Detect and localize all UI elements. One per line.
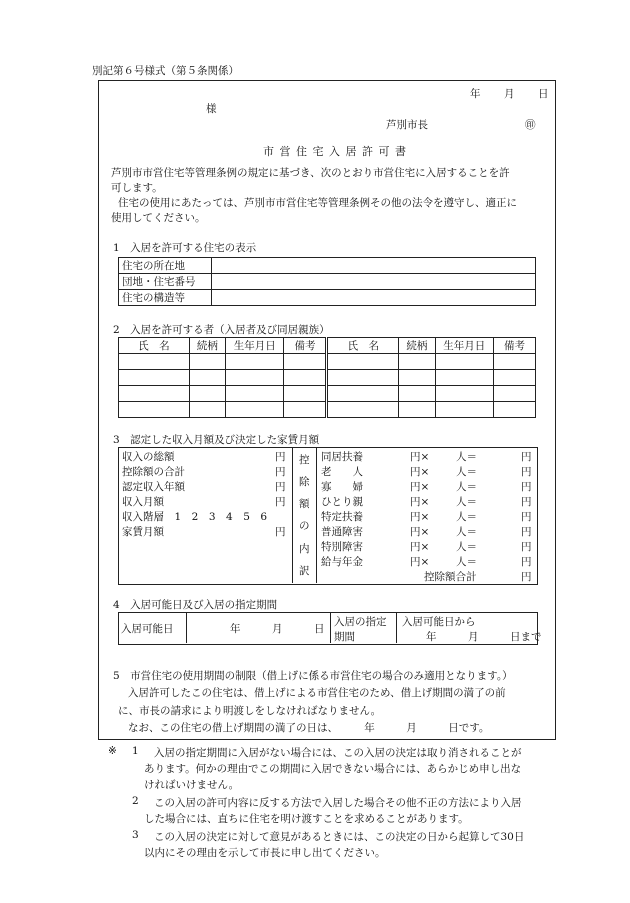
deduction-yen-times: 円× — [410, 541, 430, 553]
note-number: 3 — [132, 829, 139, 841]
deduction-yen-times: 円× — [410, 466, 430, 478]
occupants-table — [118, 337, 536, 418]
deduction-label: 普通障害 — [321, 526, 363, 538]
deduction-persons: 人＝ — [456, 541, 477, 553]
table-row — [119, 370, 536, 386]
period-value-a: 入居可能日から — [402, 616, 476, 628]
intro-line-1: 芦別市市営住宅等管理条例の規定に基づき、次のとおり市営住宅に入居することを許 — [111, 167, 510, 179]
deduction-yen-times: 円× — [410, 451, 430, 463]
page-title: 市 営 住 宅 入 居 許 可 書 — [263, 145, 407, 158]
col-remarks: 備考 — [284, 338, 327, 354]
deduction-yen: 円 — [521, 451, 532, 463]
form-id: 別記第６号様式（第５条関係） — [92, 65, 239, 77]
col-relation: 続柄 — [399, 338, 435, 354]
annual-income-label: 認定収入年額 — [122, 481, 185, 493]
section2-heading: 2 入居を許可する者（入居者及び同居親族） — [113, 324, 330, 336]
income-bracket-label: 収入階層 1 2 3 4 5 6 — [122, 511, 268, 523]
deduction-yen: 円 — [521, 541, 532, 553]
section5-line-2: に、市長の請求により明渡しをしなければなりません。 — [118, 705, 382, 717]
deduction-total-unit: 円 — [521, 571, 532, 583]
monthly-income-unit: 円 — [275, 496, 286, 508]
housing-row-label: 住宅の構造等 — [119, 290, 212, 306]
annual-income-unit: 円 — [275, 481, 286, 493]
note-line: 以内にその理由を示して市長に申し出てください。 — [144, 847, 386, 859]
deduction-yen-times: 円× — [410, 511, 430, 523]
deduction-yen: 円 — [521, 466, 532, 478]
col-birthdate: 生年月日 — [435, 338, 493, 354]
note-line: あります。何かの理由でこの期間に入居できない場合には、あらかじめ申し出な — [144, 763, 522, 775]
income-divider-right — [316, 447, 317, 583]
col-birthdate: 生年月日 — [226, 338, 284, 354]
date-year: 年 — [470, 88, 481, 100]
period-label-b: 期間 — [334, 631, 355, 643]
housing-row-value — [212, 290, 536, 306]
deduction-total-label: 控除額合計 — [424, 571, 477, 583]
deduction-persons: 人＝ — [456, 466, 477, 478]
seal: ㊞ — [525, 119, 536, 131]
addressee-suffix: 様 — [206, 103, 217, 115]
deduction-label: 特定扶養 — [321, 511, 363, 523]
monthly-income-label: 収入月額 — [122, 496, 164, 508]
table-row — [119, 386, 536, 402]
deduction-label: 老 人 — [321, 466, 363, 478]
col-remarks: 備考 — [493, 338, 535, 354]
deduction-label: ひとり親 — [321, 496, 363, 508]
housing-row-value — [212, 258, 536, 274]
note-line: この入居の決定に対して意見があるときには、この決定の日から起算して30日 — [154, 831, 525, 843]
deduction-yen-times: 円× — [410, 526, 430, 538]
period-label-a: 入居の指定 — [334, 616, 387, 628]
housing-row-label: 住宅の所在地 — [119, 258, 212, 274]
deduction-label: 同居扶養 — [321, 451, 363, 463]
note-number: 2 — [132, 795, 139, 807]
deduction-yen-times: 円× — [410, 481, 430, 493]
col-name: 氏 名 — [119, 338, 190, 354]
note-line: ければいけません。 — [144, 779, 240, 791]
deduction-sum-unit: 円 — [275, 466, 286, 478]
income-divider-left — [292, 447, 293, 583]
housing-table — [118, 257, 536, 306]
deduction-yen: 円 — [521, 556, 532, 568]
col-name: 氏 名 — [327, 338, 399, 354]
col-relation: 続柄 — [189, 338, 225, 354]
deduction-label: 寡 婦 — [321, 481, 363, 493]
deduction-yen: 円 — [521, 481, 532, 493]
income-total-unit: 円 — [275, 451, 286, 463]
vertical-char: 除 — [299, 476, 310, 488]
deduction-yen-times: 円× — [410, 496, 430, 508]
note-number: 1 — [132, 745, 139, 757]
vertical-char: 控 — [299, 454, 310, 466]
date-day: 日 — [538, 88, 549, 100]
deduction-sum-label: 控除額の合計 — [122, 466, 185, 478]
issuer: 芦別市長 — [386, 119, 428, 131]
vertical-char: 訳 — [299, 565, 310, 577]
move-in-date-value: 年 月 日 — [230, 623, 325, 635]
deduction-persons: 人＝ — [456, 526, 477, 538]
deduction-persons: 人＝ — [456, 451, 477, 463]
note-line: 入居の指定期間に入居がない場合には、この入居の決定は取り消されることが — [154, 747, 522, 759]
note-line: この入居の許可内容に反する方法で入居した場合その他不正の方法により入居 — [154, 797, 522, 809]
income-total-label: 収入の総額 — [122, 451, 175, 463]
deduction-persons: 人＝ — [456, 481, 477, 493]
deduction-yen: 円 — [521, 496, 532, 508]
housing-row-label: 団地・住宅番号 — [119, 274, 212, 290]
section1-heading: 1 入居を許可する住宅の表示 — [113, 242, 257, 254]
vertical-char: 内 — [299, 543, 310, 555]
note-mark: ※ — [108, 745, 117, 757]
note-line: した場合には、直ちに住宅を明け渡すことを求めることがあります。 — [144, 813, 469, 825]
vertical-char: 額 — [299, 498, 310, 510]
section5-line-3: なお、この住宅の借上げ期間の満了の日は、 年 月 日です。 — [128, 722, 490, 734]
section5-heading: 5 市営住宅の使用期間の制限（借上げに係る市営住宅の場合のみ適用となります。） — [113, 670, 513, 682]
rent-unit: 円 — [275, 526, 286, 538]
intro-line-4: 使用してください。 — [111, 212, 206, 224]
section3-heading: 3 認定した収入月額及び決定した家賃月額 — [113, 434, 320, 446]
housing-row-value — [212, 274, 536, 290]
table-row — [119, 402, 536, 418]
deduction-persons: 人＝ — [456, 556, 477, 568]
vertical-char: の — [299, 520, 310, 532]
deduction-label: 特別障害 — [321, 541, 363, 553]
intro-line-3: 住宅の使用にあたっては、芦別市市営住宅等管理条例その他の法令を遵守し、適正に — [118, 197, 517, 209]
period-divider-1 — [186, 612, 187, 643]
deduction-label: 給与年金 — [321, 556, 363, 568]
table-row — [119, 354, 536, 370]
section5-line-1: 入居許可したこの住宅は、借上げによる市営住宅のため、借上げ期間の満了の前 — [128, 687, 506, 699]
deduction-yen: 円 — [521, 511, 532, 523]
intro-line-2: 可します。 — [111, 182, 163, 194]
deduction-yen: 円 — [521, 526, 532, 538]
date-month: 月 — [504, 88, 515, 100]
deduction-persons: 人＝ — [456, 496, 477, 508]
period-divider-3 — [396, 612, 397, 643]
deduction-yen-times: 円× — [410, 556, 430, 568]
period-divider-2 — [330, 612, 331, 643]
period-value-b: 年 月 日まで — [426, 631, 542, 643]
rent-label: 家賃月額 — [122, 526, 164, 538]
section4-heading: 4 入居可能日及び入居の指定期間 — [113, 599, 278, 611]
move-in-date-label: 入居可能日 — [121, 623, 174, 635]
deduction-persons: 人＝ — [456, 511, 477, 523]
